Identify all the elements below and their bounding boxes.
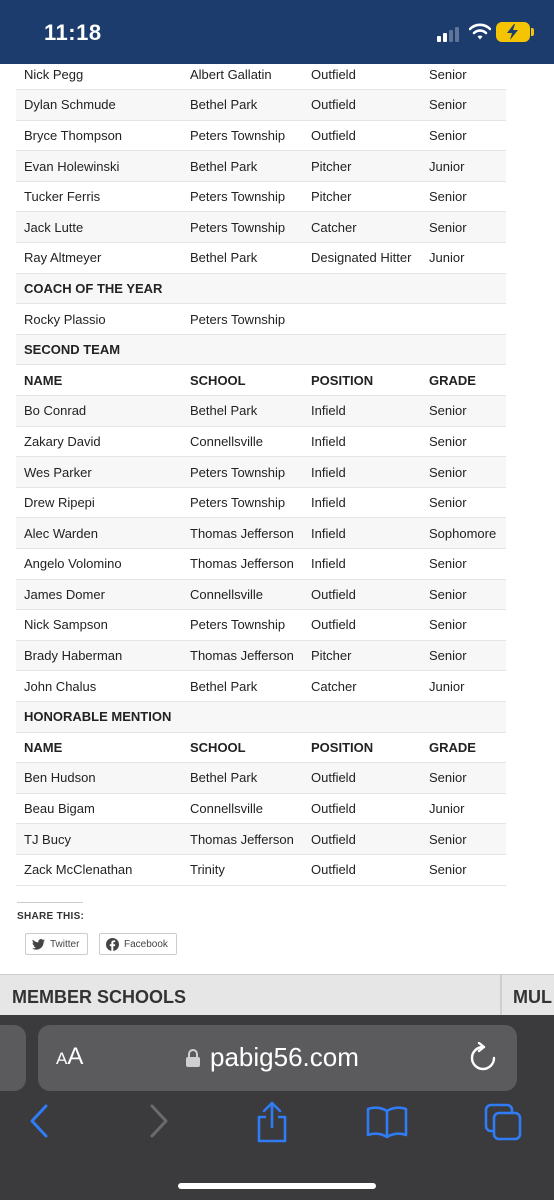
- twitter-label: Twitter: [50, 938, 80, 950]
- table-row: [16, 854, 506, 885]
- table-row: [16, 90, 506, 121]
- cell-grade: Senior: [421, 579, 506, 610]
- cell-grade: Senior: [421, 396, 506, 427]
- cell-grade: Senior: [421, 457, 506, 488]
- cell-name: Ben Hudson: [16, 763, 182, 794]
- cell-position: Catcher: [303, 671, 421, 702]
- member-schools-label[interactable]: MEMBER SCHOOLS: [12, 987, 187, 1007]
- cell-name: Wes Parker: [16, 457, 182, 488]
- cell-school: Bethel Park: [182, 243, 303, 274]
- header-cell-position: POSITION: [303, 732, 421, 763]
- cell-grade: Junior: [421, 793, 506, 824]
- tabs-icon[interactable]: [484, 1103, 524, 1143]
- cell-grade: Senior: [421, 426, 506, 457]
- reload-icon[interactable]: [469, 1042, 497, 1072]
- url-text[interactable]: pabig56.com: [210, 1042, 359, 1072]
- cell-name: Beau Bigam: [16, 793, 182, 824]
- cell-position: Infield: [303, 426, 421, 457]
- table-row: [16, 64, 506, 90]
- cell-position: Outfield: [303, 64, 421, 90]
- cell-name: James Domer: [16, 579, 182, 610]
- cell-name: Evan Holewinski: [16, 151, 182, 182]
- forward-icon[interactable]: [148, 1103, 170, 1139]
- cell-school: Peters Township: [182, 120, 303, 151]
- cell-grade: Senior: [421, 824, 506, 855]
- cell-name: Tucker Ferris: [16, 181, 182, 212]
- table-row: [16, 610, 506, 641]
- header-cell-grade: GRADE: [421, 732, 506, 763]
- cell-position: Infield: [303, 549, 421, 580]
- cell-school: Peters Township: [182, 457, 303, 488]
- header-cell-school: SCHOOL: [182, 732, 303, 763]
- twitter-icon: [32, 939, 45, 950]
- cell-position: Outfield: [303, 120, 421, 151]
- cell-position: [303, 304, 421, 335]
- table-row: [16, 426, 506, 457]
- cell-name: Angelo Volomino: [16, 549, 182, 580]
- cell-position: Infield: [303, 518, 421, 549]
- cell-name: Ray Altmeyer: [16, 243, 182, 274]
- text-size-button[interactable]: [56, 1043, 83, 1071]
- cell-grade: Senior: [421, 549, 506, 580]
- cell-grade: Senior: [421, 120, 506, 151]
- section-title: HONORABLE MENTION: [16, 701, 506, 732]
- next-strip-label[interactable]: MUL: [513, 987, 552, 1007]
- text-size-small-a: A: [56, 1049, 68, 1068]
- cell-name: Dylan Schmude: [16, 90, 182, 121]
- strip-divider: [500, 975, 502, 1017]
- cell-school: Bethel Park: [182, 396, 303, 427]
- cell-school: Bethel Park: [182, 90, 303, 121]
- cell-position: Pitcher: [303, 640, 421, 671]
- cell-grade: Senior: [421, 854, 506, 885]
- cell-position: Outfield: [303, 610, 421, 641]
- column-header-row: [16, 732, 506, 763]
- header-cell-school: SCHOOL: [182, 365, 303, 396]
- header-cell-grade: GRADE: [421, 365, 506, 396]
- cell-grade: Senior: [421, 640, 506, 671]
- status-bar: [0, 0, 554, 64]
- cell-name: Alec Warden: [16, 518, 182, 549]
- cell-grade: [421, 304, 506, 335]
- cell-position: Infield: [303, 396, 421, 427]
- back-icon[interactable]: [28, 1103, 50, 1139]
- cell-school: Connellsville: [182, 579, 303, 610]
- cellular-signal-icon: [437, 26, 463, 42]
- table-row: [16, 457, 506, 488]
- section-header-row: [16, 334, 506, 365]
- cell-grade: Senior: [421, 64, 506, 90]
- home-indicator: [178, 1183, 376, 1189]
- lock-icon: [185, 1048, 201, 1068]
- facebook-share-button[interactable]: [99, 933, 177, 955]
- cell-grade: Senior: [421, 181, 506, 212]
- share-label: SHARE THIS:: [17, 911, 85, 922]
- bookmarks-icon[interactable]: [366, 1105, 408, 1139]
- cell-position: Outfield: [303, 579, 421, 610]
- cell-position: Infield: [303, 457, 421, 488]
- cell-grade: Junior: [421, 243, 506, 274]
- cell-name: Nick Pegg: [16, 64, 182, 90]
- cell-name: Nick Sampson: [16, 610, 182, 641]
- table-row: [16, 487, 506, 518]
- cell-name: TJ Bucy: [16, 824, 182, 855]
- cell-school: Thomas Jefferson: [182, 824, 303, 855]
- previous-tab-peek[interactable]: [0, 1025, 26, 1091]
- cell-school: Albert Gallatin: [182, 64, 303, 90]
- section-header-row: [16, 273, 506, 304]
- cell-grade: Senior: [421, 212, 506, 243]
- cell-school: Trinity: [182, 854, 303, 885]
- battery-charging-icon: [496, 22, 530, 42]
- cell-position: Designated Hitter: [303, 243, 421, 274]
- cell-name: Drew Ripepi: [16, 487, 182, 518]
- cell-position: Outfield: [303, 793, 421, 824]
- table-row: [16, 671, 506, 702]
- section-header-row: [16, 701, 506, 732]
- section-title: COACH OF THE YEAR: [16, 273, 506, 304]
- cell-grade: Senior: [421, 763, 506, 794]
- cell-school: Thomas Jefferson: [182, 518, 303, 549]
- web-page-content: [0, 64, 554, 974]
- cell-name: Bryce Thompson: [16, 120, 182, 151]
- cell-school: Peters Township: [182, 487, 303, 518]
- status-time: 11:18: [44, 20, 102, 45]
- column-header-row: [16, 365, 506, 396]
- cell-school: Bethel Park: [182, 763, 303, 794]
- table-row: [16, 579, 506, 610]
- cell-name: Brady Haberman: [16, 640, 182, 671]
- facebook-icon: [106, 938, 119, 951]
- table-row: [16, 824, 506, 855]
- cell-school: Bethel Park: [182, 671, 303, 702]
- cell-school: Connellsville: [182, 426, 303, 457]
- text-size-large-a: A: [67, 1043, 84, 1070]
- cell-school: Peters Township: [182, 181, 303, 212]
- cell-name: Jack Lutte: [16, 212, 182, 243]
- cell-position: Infield: [303, 487, 421, 518]
- share-icon[interactable]: [255, 1101, 289, 1143]
- cell-school: Peters Township: [182, 304, 303, 335]
- table-body: [16, 64, 506, 885]
- section-title: SECOND TEAM: [16, 334, 506, 365]
- cell-position: Outfield: [303, 763, 421, 794]
- share-divider: [17, 902, 83, 903]
- table-row: [16, 151, 506, 182]
- header-cell-name: NAME: [16, 732, 182, 763]
- cell-grade: Sophomore: [421, 518, 506, 549]
- cell-school: Connellsville: [182, 793, 303, 824]
- table-row: [16, 396, 506, 427]
- cell-school: Bethel Park: [182, 151, 303, 182]
- cell-position: Catcher: [303, 212, 421, 243]
- table-row: [16, 793, 506, 824]
- table-row: [16, 763, 506, 794]
- header-cell-name: NAME: [16, 365, 182, 396]
- all-conference-table: [16, 64, 506, 886]
- table-row: [16, 181, 506, 212]
- address-bar[interactable]: [38, 1025, 517, 1091]
- cell-position: Outfield: [303, 854, 421, 885]
- cell-grade: Junior: [421, 151, 506, 182]
- cell-position: Outfield: [303, 90, 421, 121]
- cell-position: Pitcher: [303, 181, 421, 212]
- cell-grade: Senior: [421, 90, 506, 121]
- table-row: [16, 120, 506, 151]
- cell-position: Pitcher: [303, 151, 421, 182]
- cell-school: Thomas Jefferson: [182, 640, 303, 671]
- table-row: [16, 243, 506, 274]
- cell-grade: Junior: [421, 671, 506, 702]
- member-schools-strip[interactable]: [0, 974, 554, 1016]
- battery-tip: [531, 28, 534, 36]
- twitter-share-button[interactable]: [25, 933, 88, 955]
- cell-school: Peters Township: [182, 610, 303, 641]
- cell-school: Peters Township: [182, 212, 303, 243]
- cell-grade: Senior: [421, 610, 506, 641]
- table-row: [16, 640, 506, 671]
- cell-name: Zakary David: [16, 426, 182, 457]
- header-cell-position: POSITION: [303, 365, 421, 396]
- cell-grade: Senior: [421, 487, 506, 518]
- cell-position: Outfield: [303, 824, 421, 855]
- cell-name: Rocky Plassio: [16, 304, 182, 335]
- cell-name: Bo Conrad: [16, 396, 182, 427]
- table-row: [16, 549, 506, 580]
- cell-school: Thomas Jefferson: [182, 549, 303, 580]
- wifi-icon: [469, 23, 491, 41]
- facebook-label: Facebook: [124, 938, 168, 950]
- browser-toolbar: [0, 1015, 554, 1200]
- cell-name: John Chalus: [16, 671, 182, 702]
- table-row: [16, 518, 506, 549]
- table-row: [16, 212, 506, 243]
- cell-name: Zack McClenathan: [16, 854, 182, 885]
- table-row: [16, 304, 506, 335]
